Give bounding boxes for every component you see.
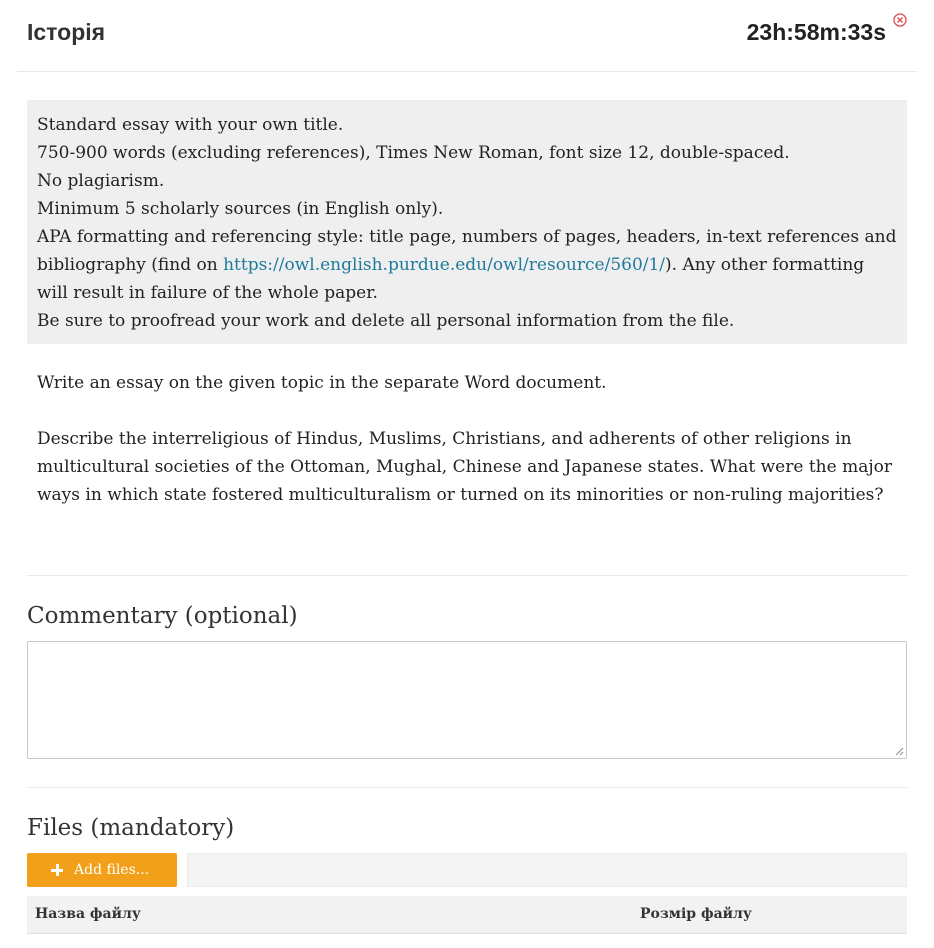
countdown-timer: 23h:58m:33s — [746, 19, 886, 45]
resize-handle-icon[interactable] — [895, 747, 904, 756]
requirement-text: APA formatting and referencing style: title page, numbers of pages, headers, in-text references and bibliography (find on — [37, 227, 897, 275]
requirement-text: ). Any other formatting will result in failure of the whole paper. — [37, 255, 865, 303]
commentary-title: Commentary (optional) — [27, 603, 298, 629]
requirement-line: Minimum 5 scholarly sources (in English only). — [37, 199, 444, 219]
upload-progress-bar — [187, 853, 907, 887]
requirement-line: Standard essay with your own title. — [37, 115, 344, 135]
close-icon[interactable] — [893, 13, 907, 27]
section-divider — [27, 575, 907, 576]
add-files-button[interactable] — [27, 853, 177, 887]
requirement-line: Be sure to proofread your work and delete all personal information from the file. — [37, 311, 735, 331]
page-header — [17, 0, 917, 72]
requirement-line: No plagiarism. — [37, 171, 165, 191]
section-divider — [27, 787, 907, 788]
files-title: Files (mandatory) — [27, 815, 235, 841]
apa-guide-link[interactable]: https://owl.english.purdue.edu/owl/resource/560/1/ — [223, 255, 666, 275]
add-files-label: Add files... — [74, 862, 150, 878]
commentary-textarea[interactable] — [27, 641, 907, 759]
task-intro: Write an essay on the given topic in the separate Word document. — [37, 373, 607, 393]
files-table-header — [27, 896, 907, 934]
requirement-line — [37, 223, 897, 307]
assignment-requirements — [27, 100, 907, 344]
plus-icon — [51, 864, 63, 876]
column-header-file-size: Розмір файлу — [640, 906, 752, 922]
page-title: Історія — [27, 19, 106, 45]
column-header-file-name: Назва файлу — [35, 906, 141, 922]
task-question: Describe the interreligious of Hindus, Muslims, Christians, and adherents of other religions in multicultural societies of the Ottoman, Mughal, Chinese and Japanese states. What were the major ways in which state fostered multiculturalism or turned on its minorities or non-ruling majorities? — [37, 429, 892, 505]
requirement-line: 750-900 words (excluding references), Times New Roman, font size 12, double-spaced. — [37, 143, 790, 163]
essay-task — [37, 369, 897, 509]
